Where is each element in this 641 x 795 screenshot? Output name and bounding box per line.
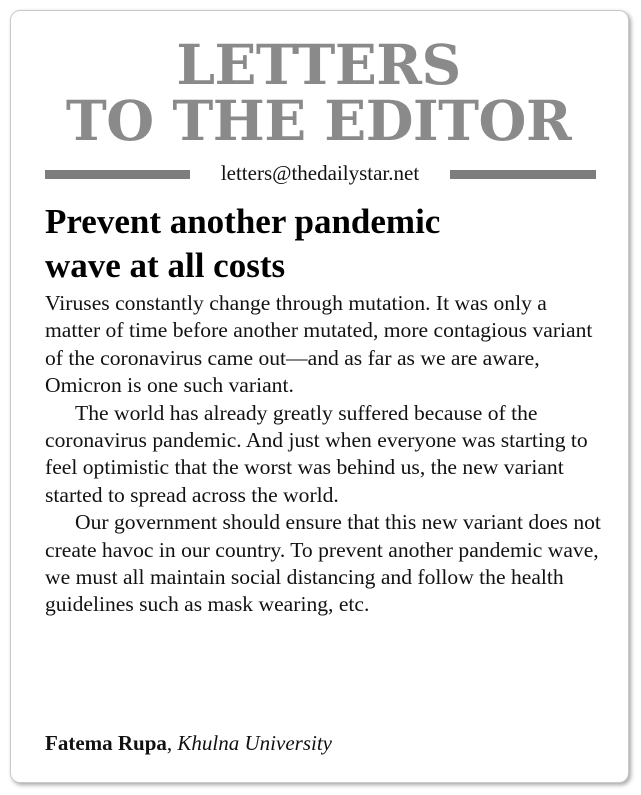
letter-paragraph-3: Our government should ensure that this new variant does not create havoc in our country. To prevent another pandemic wave, we must all maintain social distancing and follow the health guidelines such as mask wearing, etc. — [45, 510, 601, 617]
letter-body — [45, 290, 605, 619]
letter-paragraph-1: Viruses constantly change through mutation. It was only a matter of time before another mutated, more contagious variant of the coronavirus came out—and as far as we are aware, Omicron is one such variant. — [45, 291, 593, 398]
headline-line2: wave at all costs — [45, 246, 286, 285]
masthead-title-line1: LETTERS — [176, 32, 461, 97]
headline-line1: Prevent another pandemic — [45, 202, 441, 241]
letter-headline — [45, 200, 605, 288]
masthead-rule-left — [45, 170, 190, 179]
masthead-rule-right — [450, 170, 596, 179]
masthead-title-line2: TO THE EDITOR — [65, 88, 572, 153]
signature-separator: , — [166, 731, 178, 755]
author-name: Fatema Rupa — [45, 731, 167, 755]
editor-email[interactable]: letters@thedailystar.net — [220, 161, 420, 185]
letter-paragraph-2: The world has already greatly suffered because of the coronavirus pandemic. And just when everyone was starting to feel optimistic that the worst was behind us, the new variant started to spread across the world. — [45, 400, 588, 507]
letter-signature — [45, 729, 332, 757]
author-affiliation: Khulna University — [177, 731, 332, 755]
